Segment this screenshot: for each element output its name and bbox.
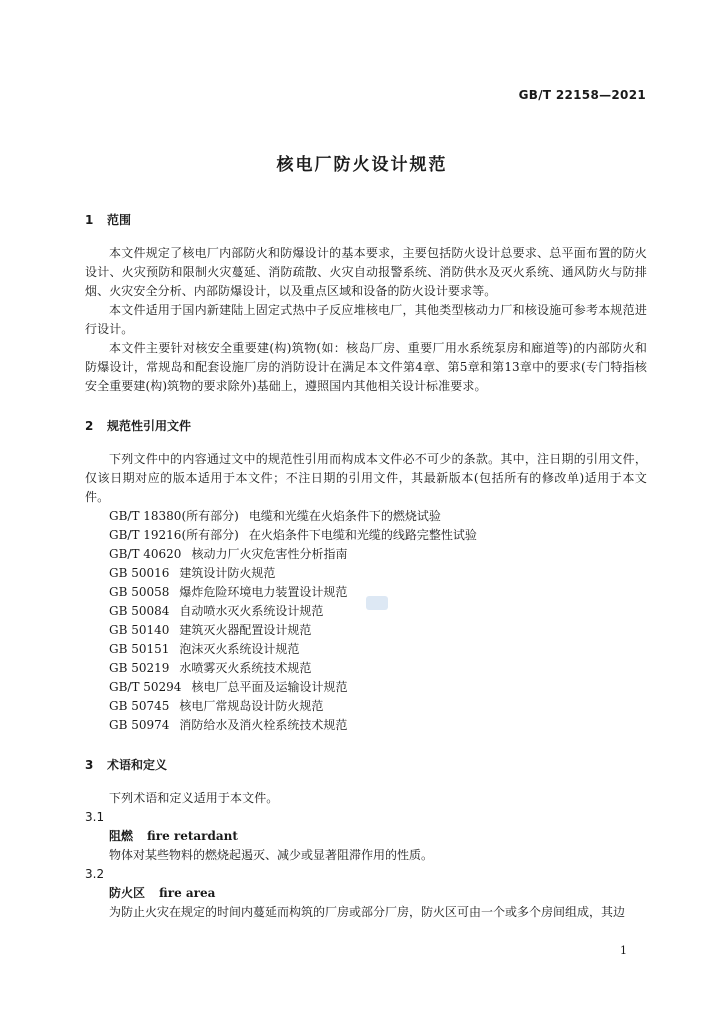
paragraph: 本文件适用于国内新建陆上固定式热中子反应堆核电厂，其他类型核动力厂和核设施可参考本规范进行设计。 bbox=[85, 303, 647, 336]
term-en: fire retardant bbox=[147, 829, 238, 843]
reference-code: GB/T 40620 bbox=[109, 547, 182, 561]
reference-item bbox=[85, 621, 647, 640]
reference-item bbox=[85, 697, 647, 716]
reference-title: 核电厂常规岛设计防火规范 bbox=[179, 699, 324, 713]
reference-code: GB 50140 bbox=[109, 623, 170, 637]
term-number: 3.2 bbox=[85, 867, 105, 881]
reference-title: 核电厂总平面及运输设计规范 bbox=[191, 680, 348, 694]
reference-code: GB 50084 bbox=[109, 604, 170, 618]
page-number: 1 bbox=[620, 944, 627, 957]
reference-code: GB 50016 bbox=[109, 566, 170, 580]
term-number: 3.1 bbox=[85, 810, 105, 824]
term-entry bbox=[85, 884, 647, 903]
reference-title: 泡沫灭火系统设计规范 bbox=[179, 642, 300, 656]
reference-item bbox=[85, 659, 647, 678]
section-heading-1 bbox=[85, 210, 647, 230]
reference-item bbox=[85, 507, 647, 526]
reference-title: 爆炸危险环境电力装置设计规范 bbox=[179, 585, 348, 599]
term-definition: 为防止火灾在规定的时间内蔓延而构筑的厂房或部分厂房，防火区可由一个或多个房间组成，其边 bbox=[109, 905, 626, 919]
watermark-stamp bbox=[366, 596, 388, 610]
paragraph: 下列文件中的内容通过文中的规范性引用而构成本文件必不可少的条款。其中，注日期的引用文件，仅该日期对应的版本适用于本文件；不注日期的引用文件，其最新版本(包括所有的修改单)适用于本文件。 bbox=[85, 452, 647, 504]
term-definition: 物体对某些物料的燃烧起遏灭、减少或显著阻滞作用的性质。 bbox=[109, 848, 434, 862]
reference-title: 建筑灭火器配置设计规范 bbox=[179, 623, 312, 637]
paragraph: 下列术语和定义适用于本文件。 bbox=[109, 791, 279, 805]
reference-item bbox=[85, 640, 647, 659]
reference-item bbox=[85, 526, 647, 545]
reference-code: GB 50058 bbox=[109, 585, 170, 599]
reference-title: 自动喷水灭火系统设计规范 bbox=[179, 604, 324, 618]
reference-title: 水喷雾灭火系统技术规范 bbox=[179, 661, 312, 675]
reference-code: GB 50151 bbox=[109, 642, 170, 656]
section-heading-3 bbox=[85, 755, 647, 775]
reference-code: GB/T 50294 bbox=[109, 680, 182, 694]
reference-item bbox=[85, 678, 647, 697]
paragraph: 本文件主要针对核安全重要建(构)筑物(如：核岛厂房、重要厂用水系统泵房和廊道等)的内部防火和防爆设计，常规岛和配套设施厂房的消防设计在满足本文件第4章、第5章和第13章中的要求(专门特指核安全重要建(构)筑物的要求除外)基础上，遵照国内其他相关设计标准要求。 bbox=[85, 341, 647, 393]
paragraph: 本文件规定了核电厂内部防火和防爆设计的基本要求，主要包括防火设计总要求、总平面布置的防火设计、火灾预防和限制火灾蔓延、消防疏散、火灾自动报警系统、消防供水及灭火系统、通风防火与防排烟、火灾安全分析、内部防爆设计，以及重点区域和设备的防火设计要求等。 bbox=[85, 246, 647, 298]
reference-code: GB 50219 bbox=[109, 661, 170, 675]
reference-item bbox=[85, 716, 647, 735]
term-en: fire area bbox=[159, 886, 216, 900]
section-title: 范围 bbox=[107, 213, 132, 227]
reference-title: 在火焰条件下电缆和光缆的线路完整性试验 bbox=[248, 528, 477, 542]
reference-code: GB/T 18380(所有部分) bbox=[109, 509, 239, 523]
reference-code: GB/T 19216(所有部分) bbox=[109, 528, 239, 542]
reference-item bbox=[85, 545, 647, 564]
reference-code: GB 50745 bbox=[109, 699, 170, 713]
section-title: 规范性引用文件 bbox=[107, 419, 192, 433]
term-zh: 防火区 bbox=[109, 886, 146, 900]
section-heading-2 bbox=[85, 416, 647, 436]
page-title: 核电厂防火设计规范 bbox=[276, 155, 448, 175]
term-entry bbox=[85, 827, 647, 846]
reference-item bbox=[85, 564, 647, 583]
section-number: 1 bbox=[85, 213, 94, 227]
reference-title: 电缆和光缆在火焰条件下的燃烧试验 bbox=[248, 509, 441, 523]
section-number: 2 bbox=[85, 419, 94, 433]
section-title: 术语和定义 bbox=[107, 758, 168, 772]
document-body bbox=[85, 210, 647, 922]
reference-title: 消防给水及消火栓系统技术规范 bbox=[179, 718, 348, 732]
reference-title: 核动力厂火灾危害性分析指南 bbox=[191, 547, 348, 561]
reference-code: GB 50974 bbox=[109, 718, 170, 732]
reference-title: 建筑设计防火规范 bbox=[179, 566, 276, 580]
term-zh: 阻燃 bbox=[109, 829, 134, 843]
section-number: 3 bbox=[85, 758, 94, 772]
standard-number: GB/T 22158—2021 bbox=[518, 88, 646, 102]
